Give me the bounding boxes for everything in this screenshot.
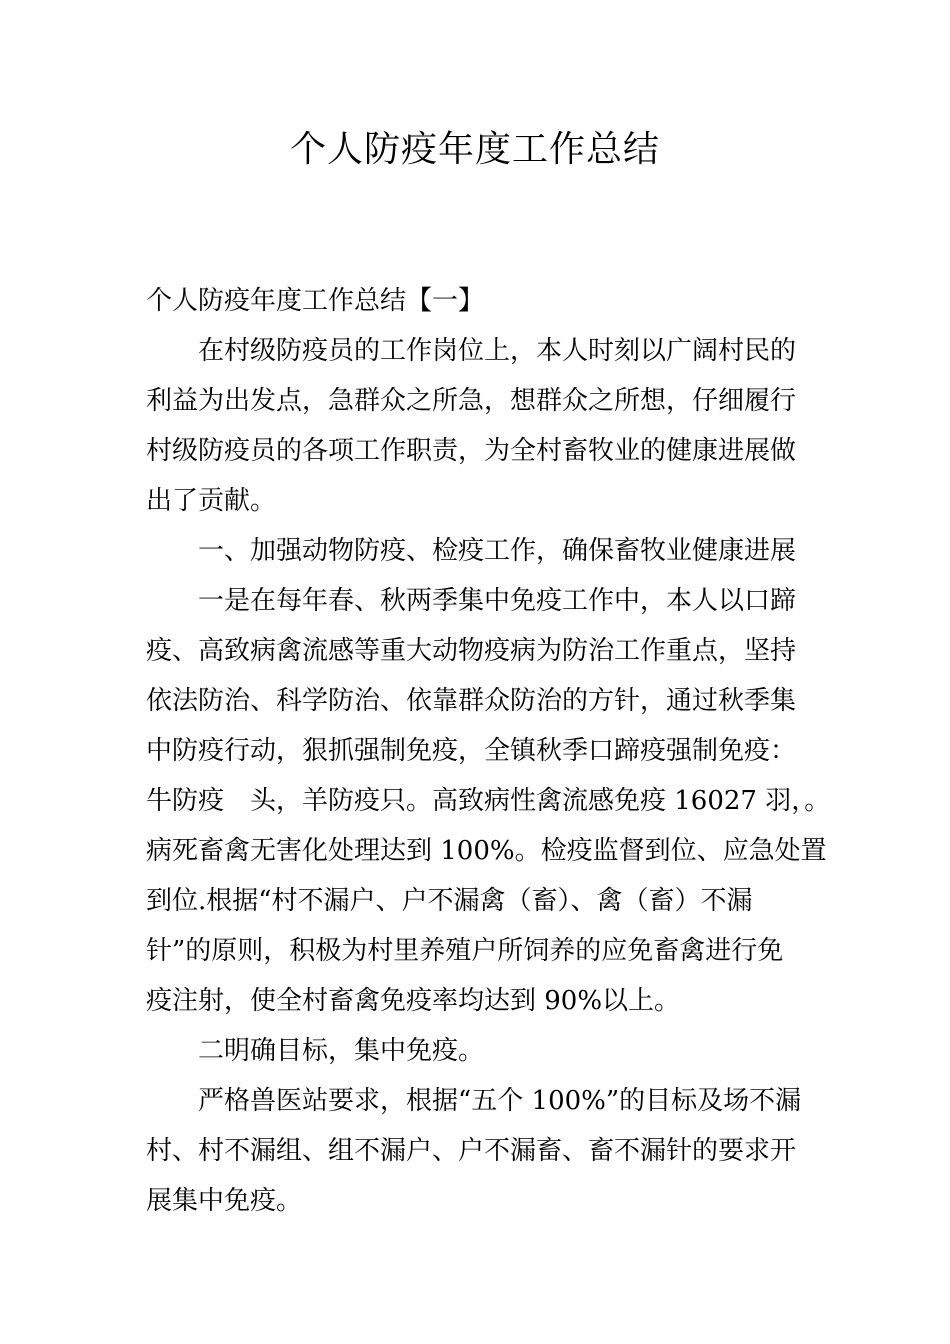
paragraph-line: 出了贡献。	[146, 486, 277, 516]
section-heading-line: 一、加强动物防疫、检疫工作，确保畜牧业健康进展	[198, 536, 797, 566]
paragraph-line: 疫注射，使全村畜禽免疫率均达到 90%以上。	[146, 986, 681, 1016]
paragraph-line: 村、村不漏组、组不漏户、户不漏畜、畜不漏针的要求开	[146, 1136, 797, 1166]
paragraph-line: 中防疫行动，狠抓强制免疫，全镇秋季口蹄疫强制免疫：	[146, 736, 797, 766]
document-title: 个人防疫年度工作总结	[289, 129, 660, 170]
paragraph-line: 疫、高致病禽流感等重大动物疫病为防治工作重点，坚持	[146, 636, 797, 666]
paragraph-line: 严格兽医站要求，根据“五个 100%”的目标及场不漏	[198, 1086, 802, 1116]
paragraph-line: 一是在每年春、秋两季集中免疫工作中，本人以口蹄	[198, 586, 797, 616]
paragraph-line: 病死畜禽无害化处理达到 100%。检疫监督到位、应急处置	[146, 836, 827, 866]
section-heading-line: 二明确目标，集中免疫。	[198, 1036, 485, 1066]
paragraph-line: 到位.根据“村不漏户、户不漏禽（畜）、禽（畜）不漏	[146, 886, 753, 916]
paragraph-line: 在村级防疫员的工作岗位上，本人时刻以广阔村民的	[198, 336, 797, 366]
document-body	[146, 276, 831, 1226]
paragraph-line: 依法防治、科学防治、依靠群众防治的方针，通过秋季集	[146, 686, 797, 716]
paragraph-line: 针”的原则，积极为村里养殖户所饲养的应免畜禽进行免	[146, 936, 784, 966]
paragraph-line: 村级防疫员的各项工作职责，为全村畜牧业的健康进展做	[146, 436, 797, 466]
paragraph-line: 牛防疫 头，羊防疫只。高致病性禽流感免疫 16027 羽，。	[146, 786, 831, 816]
paragraph-line: 个人防疫年度工作总结【一】	[146, 286, 485, 316]
paragraph-line: 展集中免疫。	[146, 1186, 303, 1216]
paragraph-line: 利益为出发点，急群众之所急，想群众之所想，仔细履行	[146, 386, 797, 416]
